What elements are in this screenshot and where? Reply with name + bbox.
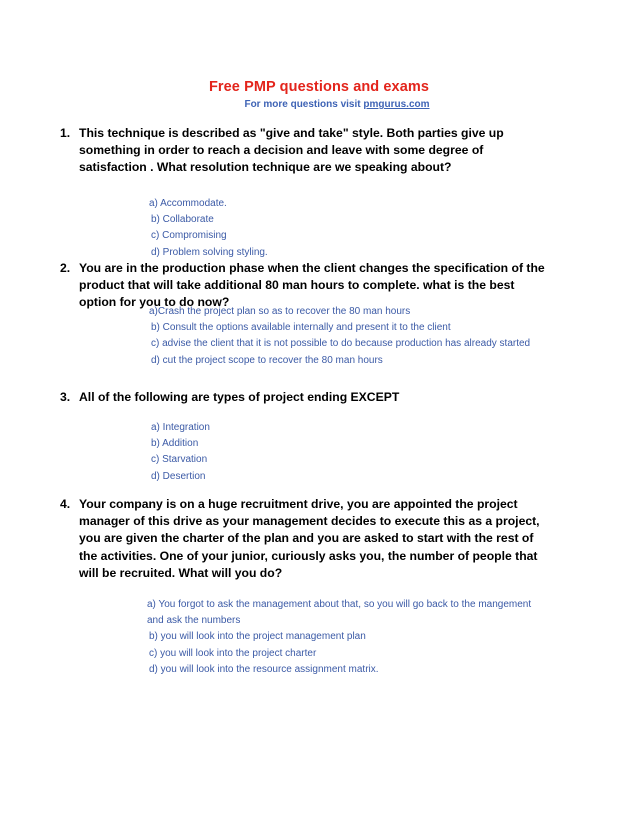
question-number: 1. [60, 126, 71, 140]
page-title: Free PMP questions and exams [208, 79, 430, 95]
option-a-continued: and ask the numbers [147, 615, 241, 627]
question-line: satisfaction . What resolution technique are we speaking about? [79, 160, 452, 175]
option-d: d) Problem solving styling. [151, 246, 268, 258]
question-line: This technique is described as "give and take" style. Both parties give up [79, 126, 504, 140]
option-a: a)Crash the project plan so as to recover the 80 man hours [149, 306, 411, 317]
question-number: 3. [60, 390, 71, 404]
option-c: c) advise the client that it is not possible to do because production has already started [151, 338, 531, 350]
question-3 [60, 389, 569, 406]
question-line: the activities. One of your junior, curiously asks you, the number of people that [79, 548, 538, 563]
options-1 [149, 196, 268, 261]
options-2 [149, 304, 530, 369]
option-c: c) you will look into the project charter [149, 647, 317, 659]
option-b: b) you will look into the project management plan [149, 631, 366, 643]
option-c: c) Starvation [151, 454, 208, 466]
question-line: All of the following are types of project ending EXCEPT [79, 390, 400, 404]
option-b: b) Consult the options available internally and present it to the client [151, 322, 451, 334]
option-a: a) You forgot to ask the management about that, so you will go back to the mangement [147, 599, 532, 610]
option-d: d) Desertion [151, 470, 206, 482]
question-line: will be recruited. What will you do? [79, 565, 283, 580]
options-3 [151, 420, 210, 485]
options-4 [147, 597, 531, 678]
option-c: c) Compromising [151, 230, 227, 242]
question-1 [60, 125, 569, 177]
question-line: You are in the production phase when the client changes the specification of the [79, 261, 545, 275]
question-line: manager of this drive as your management decides to execute this as a project, [79, 514, 540, 529]
option-d: d) you will look into the resource assignment matrix. [149, 663, 379, 675]
option-a: a) Integration [151, 422, 210, 433]
subtitle-text: For more questions visit [244, 99, 364, 110]
option-d: d) cut the project scope to recover the 80 man hours [151, 354, 383, 366]
question-line: product that will take additional 80 man hours to complete. what is the best [79, 278, 515, 293]
question-line: option for you to do now? [79, 295, 230, 310]
question-4 [60, 496, 569, 582]
question-line: Your company is on a huge recruitment drive, you are appointed the project [79, 497, 518, 511]
question-line: something in order to reach a decision and leave with some degree of [79, 143, 484, 158]
question-number: 4. [60, 497, 71, 511]
page-subtitle [0, 99, 638, 110]
option-b: b) Addition [151, 438, 199, 450]
option-a: a) Accommodate. [149, 198, 227, 209]
question-number: 2. [60, 261, 71, 275]
question-line: you are given the charter of the plan and you are asked to start with the rest of [79, 531, 534, 546]
option-b: b) Collaborate [151, 214, 214, 226]
pmgurus-link[interactable]: pmgurus.com [363, 99, 430, 110]
